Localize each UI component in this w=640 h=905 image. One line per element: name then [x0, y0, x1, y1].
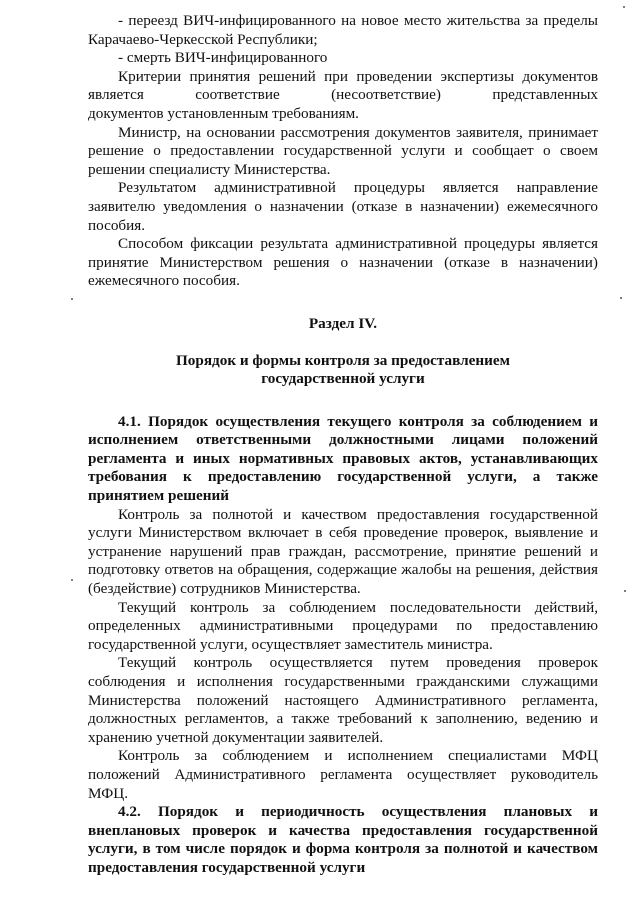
- scan-speck: [71, 579, 73, 581]
- scan-speck: [620, 297, 622, 299]
- subsection-heading: 4.1. Порядок осуществления текущего контроля за соблюдением и: [118, 412, 598, 430]
- subsection-heading: регламента и иных нормативных правовых актов, устанавливающих: [88, 449, 598, 467]
- subsection-heading: требования к предоставлению государственной услуги, а также: [88, 468, 598, 486]
- text-line: положений Административного регламента осуществляет руководитель: [88, 765, 598, 783]
- text-line: ежемесячного пособия.: [88, 272, 240, 290]
- scan-speck: [623, 6, 625, 8]
- text-line: Результатом административной процедуры является направление: [118, 179, 598, 197]
- text-line: Карачаево-Черкесской Республики;: [88, 30, 318, 48]
- text-line: - смерть ВИЧ-инфицированного: [118, 49, 328, 67]
- document-page: [88, 12, 598, 878]
- section-heading: Раздел IV.: [308, 314, 378, 332]
- text-line: принятие Министерством решения о назначении (отказе в назначении): [88, 253, 598, 271]
- subsection-heading: исполнением ответственными должностными лицами положений: [88, 431, 598, 449]
- subsection-heading: принятием решений: [88, 487, 230, 505]
- section-title: государственной услуги: [261, 370, 425, 388]
- text-line: Министерства положений настоящего Административного регламента,: [88, 691, 598, 709]
- text-line: (бездействие) сотрудников Министерства.: [88, 580, 361, 598]
- text-line: документов установленным требованиям.: [88, 104, 359, 122]
- text-line: заявителю уведомления о назначении (отказе в назначении) ежемесячного: [88, 197, 598, 215]
- text-line: является соответствие (несоответствие) представленных: [88, 86, 598, 104]
- scan-speck: [624, 590, 626, 592]
- text-line: должностных регламентов, а также требований к заполнению, ведению и: [88, 710, 598, 728]
- subsection-heading: услуги, в том числе порядок и форма контроля за полнотой и качеством: [88, 840, 598, 858]
- scan-speck: [71, 298, 73, 300]
- text-line: соблюдения и исполнения государственными гражданскими служащими: [88, 673, 598, 690]
- text-line: пособия.: [88, 216, 146, 234]
- text-line: Текущий контроль за соблюдением последовательности действий,: [118, 598, 598, 616]
- text-line: Текущий контроль осуществляется путем проведения проверок: [118, 654, 598, 672]
- text-line: решение о предоставлении государственной услуги и сообщает о своем: [88, 142, 598, 160]
- text-line: Контроль за полнотой и качеством предоставления государственной: [118, 505, 598, 523]
- text-line: хранению учетной документации заявителей.: [88, 728, 384, 746]
- text-line: государственной услуги, осуществляет заместитель министра.: [88, 635, 493, 653]
- text-line: Министр, на основании рассмотрения документов заявителя, принимает: [118, 123, 598, 141]
- subsection-heading: 4.2. Порядок и периодичность осуществления плановых и: [118, 803, 598, 821]
- text-line: услуги Министерством включает в себя проведение проверок, выявление и: [88, 524, 598, 542]
- text-line: Способом фиксации результата административной процедуры является: [118, 235, 598, 253]
- text-line: Контроль за соблюдением и исполнением специалистами МФЦ: [118, 747, 598, 765]
- text-line: - переезд ВИЧ-инфицированного на новое место жительства за пределы: [118, 12, 598, 29]
- text-line: Критерии принятия решений при проведении экспертизы документов: [118, 67, 598, 85]
- subsection-heading: внеплановых проверок и качества предоставления государственной: [88, 821, 598, 839]
- subsection-heading: предоставления государственной услуги: [88, 858, 366, 876]
- text-line: устранение нарушений прав граждан, рассмотрение, принятие решений и: [88, 542, 598, 560]
- text-line: МФЦ.: [88, 784, 129, 802]
- text-line: определенных административными процедурами по предоставлению: [88, 617, 598, 635]
- section-title: Порядок и формы контроля за предоставлением: [175, 351, 510, 369]
- text-line: решении специалисту Министерства.: [88, 160, 331, 178]
- text-line: подготовку ответов на обращения, содержащие жалобы на решения, действия: [88, 561, 598, 579]
